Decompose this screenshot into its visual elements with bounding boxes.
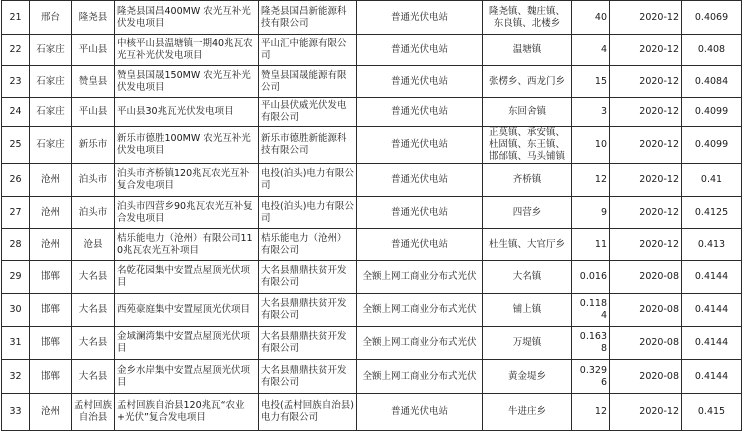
table-row bbox=[2, 35, 742, 66]
date-cell: 2020-08 bbox=[610, 327, 682, 360]
company-cell: 平山汇中能源有限公司 bbox=[259, 35, 357, 66]
project-type-cell: 普通光伏电站 bbox=[357, 197, 483, 229]
price-cell: 0.4125 bbox=[682, 197, 742, 229]
city-cell: 邯郸 bbox=[30, 360, 72, 394]
date-cell: 2020-12 bbox=[610, 164, 682, 197]
row-number: 29 bbox=[2, 261, 30, 294]
table-row bbox=[2, 327, 742, 360]
city-cell: 沧州 bbox=[30, 164, 72, 197]
location-cell: 正莫镇、承安镇、杜固镇、东王镇、邯邰镇、马头铺镇 bbox=[483, 127, 572, 164]
row-number: 30 bbox=[2, 294, 30, 327]
table-row bbox=[2, 197, 742, 229]
location-cell: 大名镇 bbox=[483, 261, 572, 294]
price-cell: 0.4099 bbox=[682, 127, 742, 164]
city-cell: 石家庄 bbox=[30, 127, 72, 164]
location-cell: 东回舍镇 bbox=[483, 98, 572, 127]
project-name-cell: 孟村回族自治县120兆瓦“农业+光伏”复合发电项目 bbox=[115, 394, 259, 431]
company-cell: 桔乐能电力（沧州）有限公司 bbox=[259, 229, 357, 261]
company-cell: 大名县鼎鼎扶贫开发有限公司 bbox=[259, 261, 357, 294]
capacity-cell: 9 bbox=[572, 197, 610, 229]
date-cell: 2020-08 bbox=[610, 294, 682, 327]
table-row bbox=[2, 127, 742, 164]
county-cell: 沧县 bbox=[72, 229, 115, 261]
county-cell: 大名县 bbox=[72, 294, 115, 327]
price-cell: 0.415 bbox=[682, 394, 742, 431]
project-type-cell: 全额上网工商业分布式光伏 bbox=[357, 327, 483, 360]
company-cell: 大名县鼎鼎扶贫开发有限公司 bbox=[259, 360, 357, 394]
table-row bbox=[2, 294, 742, 327]
row-number: 25 bbox=[2, 127, 30, 164]
date-cell: 2020-12 bbox=[610, 394, 682, 431]
location-cell: 隆尧镇、魏庄镇、东良镇、北楼乡 bbox=[483, 1, 572, 35]
capacity-cell: 11 bbox=[572, 229, 610, 261]
city-cell: 邯郸 bbox=[30, 327, 72, 360]
project-name-cell: 金乡水岸集中安置点屋顶光伏项目 bbox=[115, 360, 259, 394]
project-name-cell: 金域澜湾集中安置点屋顶光伏项目 bbox=[115, 327, 259, 360]
date-cell: 2020-08 bbox=[610, 360, 682, 394]
capacity-cell: 0.1638 bbox=[572, 327, 610, 360]
price-cell: 0.408 bbox=[682, 35, 742, 66]
table-row bbox=[2, 360, 742, 394]
company-cell: 大名县鼎鼎扶贫开发有限公司 bbox=[259, 327, 357, 360]
county-cell: 孟村回族自治县 bbox=[72, 394, 115, 431]
project-name-cell: 隆尧县国昌400MW 农光互补光伏发电项目 bbox=[115, 1, 259, 35]
county-cell: 隆尧县 bbox=[72, 1, 115, 35]
date-cell: 2020-12 bbox=[610, 229, 682, 261]
table-row bbox=[2, 164, 742, 197]
date-cell: 2020-08 bbox=[610, 261, 682, 294]
table-row bbox=[2, 66, 742, 98]
table-body bbox=[2, 1, 742, 431]
project-type-cell: 普通光伏电站 bbox=[357, 394, 483, 431]
project-type-cell: 普通光伏电站 bbox=[357, 1, 483, 35]
table-row bbox=[2, 98, 742, 127]
date-cell: 2020-12 bbox=[610, 98, 682, 127]
company-cell: 电投(孟村回族自治县)电力有限公司 bbox=[259, 394, 357, 431]
row-number: 24 bbox=[2, 98, 30, 127]
capacity-cell: 0.3296 bbox=[572, 360, 610, 394]
project-name-cell: 泊头市四营乡90兆瓦农光互补复合发电项目 bbox=[115, 197, 259, 229]
location-cell: 齐桥镇 bbox=[483, 164, 572, 197]
company-cell: 大名县鼎鼎扶贫开发有限公司 bbox=[259, 294, 357, 327]
date-cell: 2020-12 bbox=[610, 197, 682, 229]
price-cell: 0.4144 bbox=[682, 261, 742, 294]
price-cell: 0.4144 bbox=[682, 360, 742, 394]
price-cell: 0.41 bbox=[682, 164, 742, 197]
capacity-cell: 3 bbox=[572, 98, 610, 127]
city-cell: 沧州 bbox=[30, 394, 72, 431]
project-type-cell: 普通光伏电站 bbox=[357, 127, 483, 164]
company-cell: 电投(泊头)电力有限公司 bbox=[259, 164, 357, 197]
city-cell: 邢台 bbox=[30, 1, 72, 35]
price-cell: 0.4084 bbox=[682, 66, 742, 98]
city-cell: 沧州 bbox=[30, 197, 72, 229]
company-cell: 赞皇县国晟能源有限公司 bbox=[259, 66, 357, 98]
row-number: 31 bbox=[2, 327, 30, 360]
price-cell: 0.4144 bbox=[682, 294, 742, 327]
project-name-cell: 桔乐能电力（沧州）有限公司110兆瓦农光互补项目 bbox=[115, 229, 259, 261]
county-cell: 赞皇县 bbox=[72, 66, 115, 98]
location-cell: 万堤镇 bbox=[483, 327, 572, 360]
company-cell: 新乐市德胜新能源科技有限公司 bbox=[259, 127, 357, 164]
capacity-cell: 40 bbox=[572, 1, 610, 35]
project-type-cell: 全额上网工商业分布式光伏 bbox=[357, 294, 483, 327]
project-type-cell: 普通光伏电站 bbox=[357, 66, 483, 98]
project-name-cell: 名乾花园集中安置点屋顶光伏项目 bbox=[115, 261, 259, 294]
price-cell: 0.4069 bbox=[682, 1, 742, 35]
row-number: 32 bbox=[2, 360, 30, 394]
price-cell: 0.413 bbox=[682, 229, 742, 261]
project-type-cell: 普通光伏电站 bbox=[357, 164, 483, 197]
project-name-cell: 赞皇县国晟150MW 农光互补光伏发电项目 bbox=[115, 66, 259, 98]
project-name-cell: 西苑豪庭集中安置屋顶光伏项目 bbox=[115, 294, 259, 327]
row-number: 23 bbox=[2, 66, 30, 98]
table-row bbox=[2, 261, 742, 294]
city-cell: 沧州 bbox=[30, 229, 72, 261]
date-cell: 2020-12 bbox=[610, 35, 682, 66]
location-cell: 铺上镇 bbox=[483, 294, 572, 327]
row-number: 28 bbox=[2, 229, 30, 261]
project-type-cell: 普通光伏电站 bbox=[357, 98, 483, 127]
project-name-cell: 泊头市齐桥镇120兆瓦农光互补复合发电项目 bbox=[115, 164, 259, 197]
row-number: 21 bbox=[2, 1, 30, 35]
capacity-cell: 12 bbox=[572, 394, 610, 431]
county-cell: 大名县 bbox=[72, 327, 115, 360]
capacity-cell: 10 bbox=[572, 127, 610, 164]
project-table bbox=[1, 0, 742, 431]
price-cell: 0.4144 bbox=[682, 327, 742, 360]
county-cell: 大名县 bbox=[72, 261, 115, 294]
county-cell: 大名县 bbox=[72, 360, 115, 394]
location-cell: 杜生镇、大官厅乡 bbox=[483, 229, 572, 261]
project-type-cell: 全额上网工商业分布式光伏 bbox=[357, 360, 483, 394]
project-type-cell: 普通光伏电站 bbox=[357, 35, 483, 66]
project-type-cell: 普通光伏电站 bbox=[357, 229, 483, 261]
capacity-cell: 0.1184 bbox=[572, 294, 610, 327]
city-cell: 石家庄 bbox=[30, 66, 72, 98]
company-cell: 电投(泊头)电力有限公司 bbox=[259, 197, 357, 229]
capacity-cell: 0.016 bbox=[572, 261, 610, 294]
date-cell: 2020-12 bbox=[610, 66, 682, 98]
row-number: 22 bbox=[2, 35, 30, 66]
row-number: 33 bbox=[2, 394, 30, 431]
project-type-cell: 全额上网工商业分布式光伏 bbox=[357, 261, 483, 294]
city-cell: 石家庄 bbox=[30, 35, 72, 66]
county-cell: 平山县 bbox=[72, 35, 115, 66]
capacity-cell: 12 bbox=[572, 164, 610, 197]
capacity-cell: 15 bbox=[572, 66, 610, 98]
city-cell: 石家庄 bbox=[30, 98, 72, 127]
location-cell: 温塘镇 bbox=[483, 35, 572, 66]
city-cell: 邯郸 bbox=[30, 294, 72, 327]
city-cell: 邯郸 bbox=[30, 261, 72, 294]
location-cell: 四营乡 bbox=[483, 197, 572, 229]
project-name-cell: 平山县30兆瓦光伏发电项目 bbox=[115, 98, 259, 127]
date-cell: 2020-12 bbox=[610, 127, 682, 164]
county-cell: 泊头市 bbox=[72, 164, 115, 197]
county-cell: 泊头市 bbox=[72, 197, 115, 229]
location-cell: 张楞乡、西龙门乡 bbox=[483, 66, 572, 98]
location-cell: 黄金堤乡 bbox=[483, 360, 572, 394]
capacity-cell: 4 bbox=[572, 35, 610, 66]
project-name-cell: 中核平山县温塘镇一期40兆瓦农光互补光伏发电项目 bbox=[115, 35, 259, 66]
price-cell: 0.4099 bbox=[682, 98, 742, 127]
date-cell: 2020-12 bbox=[610, 1, 682, 35]
project-name-cell: 新乐市德胜100MW 农光互补光伏发电项目 bbox=[115, 127, 259, 164]
company-cell: 平山县伏威光伏发电有限公司 bbox=[259, 98, 357, 127]
row-number: 26 bbox=[2, 164, 30, 197]
county-cell: 新乐市 bbox=[72, 127, 115, 164]
row-number: 27 bbox=[2, 197, 30, 229]
location-cell: 牛进庄乡 bbox=[483, 394, 572, 431]
company-cell: 隆尧县国昌新能源科技有限公司 bbox=[259, 1, 357, 35]
table-row bbox=[2, 394, 742, 431]
table-row bbox=[2, 1, 742, 35]
county-cell: 平山县 bbox=[72, 98, 115, 127]
table-row bbox=[2, 229, 742, 261]
